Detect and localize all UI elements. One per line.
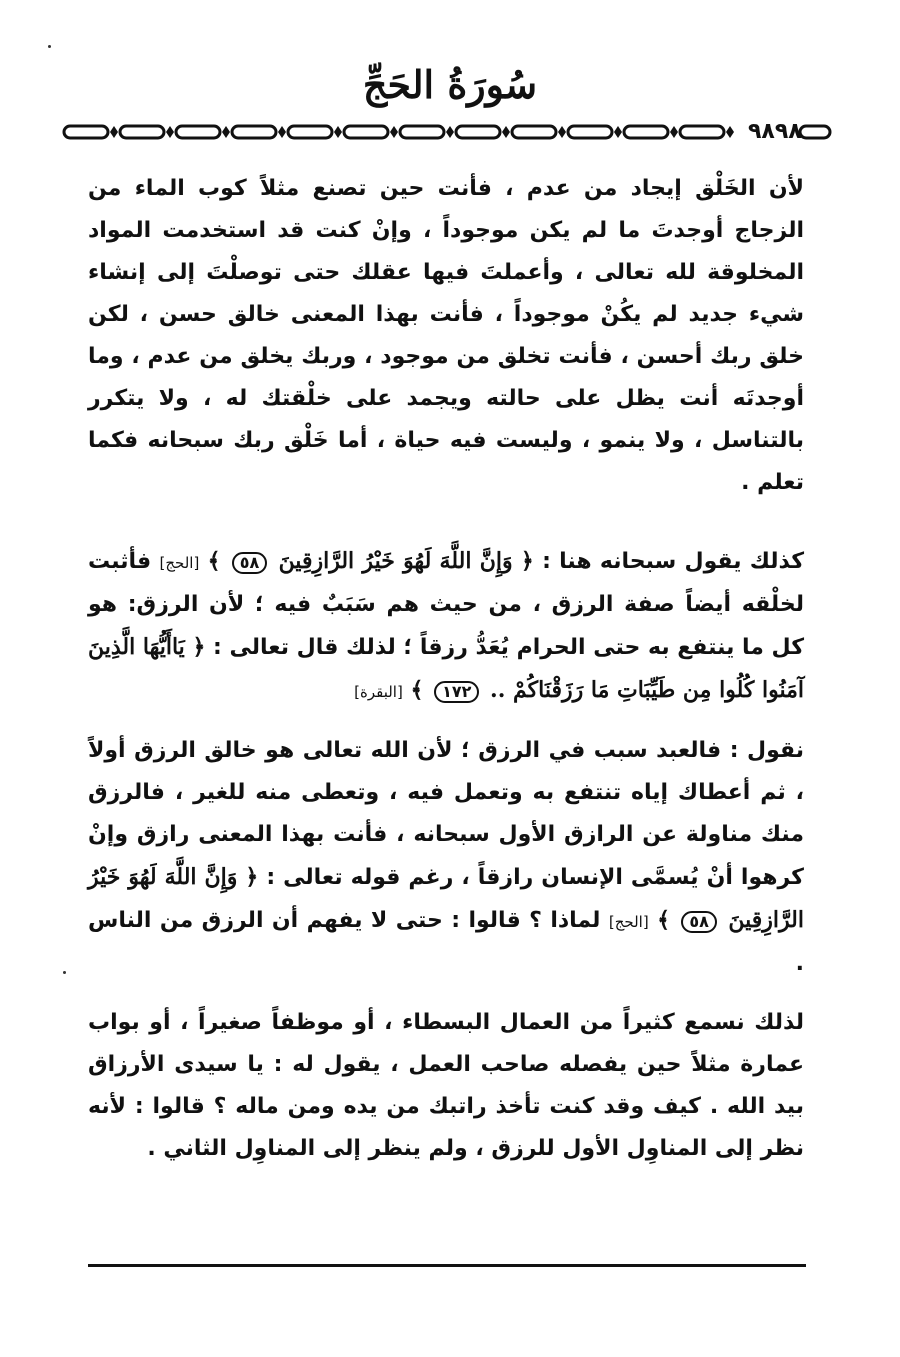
scan-speck	[48, 45, 51, 48]
paragraph-1	[88, 168, 804, 504]
ornamental-border-left	[62, 122, 742, 142]
ornamental-border-right	[798, 122, 834, 142]
quran-verse-hajj-58: ﴿ وَإِنَّ اللَّهَ لَهُوَ خَيْرُ الرَّازِقِينَ	[278, 548, 534, 574]
page-number: ٩٨٩٨	[745, 119, 805, 145]
quran-close-bracket: ﴾	[207, 548, 221, 574]
sura-reference: [البقرة]	[354, 683, 403, 701]
paragraph-3-body: لماذا ؟ قالوا : حتى لا يفهم أن الرزق من الناس .	[88, 908, 804, 976]
quran-close-bracket: ﴾	[410, 677, 424, 703]
footer-rule	[88, 1264, 806, 1267]
paragraph-3-intro: نقول : فالعبد سبب في الرزق ؛ لأن الله تعالى هو خالق الرزق أولاً ، ثم أعطاك إياه تنتفع به وتعمل فيه ، وتعطى منه للغير ، فالرزق منك مناولة عن الرازق الأول سبحانه ، فأنت بهذا المعنى رازق وإنْ كرهوا أنْ يُسمَّى الإنسان رازقاً ، رغم قوله تعالى :	[88, 738, 804, 890]
sura-reference: [الحج]	[159, 554, 200, 572]
paragraph-2-intro: كذلك يقول سبحانه هنا :	[542, 549, 804, 574]
paragraph-2-body: فأثبت لخلْقه أيضاً صفة الرزق ، من حيث هم سَبَبٌ فيه ؛ لأن الرزق: هو كل ما ينتفع به حتى الحرام يُعَدُّ رزقاً ؛ لذلك قال تعالى :	[88, 549, 804, 660]
paragraph-2	[88, 540, 804, 713]
paragraph-1-text: لأن الخَلْق إيجاد من عدم ، فأنت حين تصنع مثلاً كوب الماء من الزجاج أوجدتَ ما لم يكن موجوداً ، وإنْ كنت قد استخدمت المواد المخلوقة لله تعالى ، وأعملتَ فيها عقلك حتى توصلْتَ إلى إنشاء شيء جديد لم يكُنْ موجوداً ، فأنت بهذا المعنى خالق حسن ، لكن خلق ربك أحسن ، فأنت تخلق من موجود ، وربك يخلق من عدم ، وما أوجدتَه أنت يظل على حالته ويجمد على خلْقتك له ، ولا يتكرر بالتناسل ، ولا ينمو ، وليست فيه حياة ، أما خَلْق ربك سبحانه فكما تعلم .	[88, 176, 804, 495]
paragraph-4	[88, 1002, 804, 1170]
scan-speck	[63, 971, 66, 974]
verse-number-badge: ٥٨	[681, 911, 717, 933]
quran-close-bracket: ﴾	[657, 907, 670, 933]
sura-reference: [الحج]	[608, 913, 649, 931]
quran-verse-hajj-58: ﴿ وَإِنَّ اللَّهَ لَهُوَ خَيْرُ الرَّازِقِينَ	[88, 864, 804, 933]
surah-title: سُورَةُ الحَجِّ	[362, 62, 538, 107]
paragraph-4-text: لذلك نسمع كثيراً من العمال البسطاء ، أو موظفاً صغيراً ، أو بواب عمارة مثلاً حين يفصله صاحب العمل ، يقول له : يا سيدى الأرزاق بيد الله . كيف وقد كنت تأخذ راتبك من يده ومن ماله ؟ قالوا : لأنه نظر إلى المناوِل الأول للرزق ، ولم ينظر إلى المناوِل الثاني .	[88, 1010, 804, 1161]
verse-number-badge: ١٧٢	[434, 681, 479, 703]
verse-number-badge: ٥٨	[232, 552, 268, 574]
paragraph-3	[88, 730, 804, 985]
quran-verse-baqara-172: ﴿ يَاأَيُّهَا الَّذِينَ آمَنُوا كُلُوا مِن طَيِّبَاتِ مَا رَزَقْنَاكُمْ ..	[88, 634, 804, 703]
